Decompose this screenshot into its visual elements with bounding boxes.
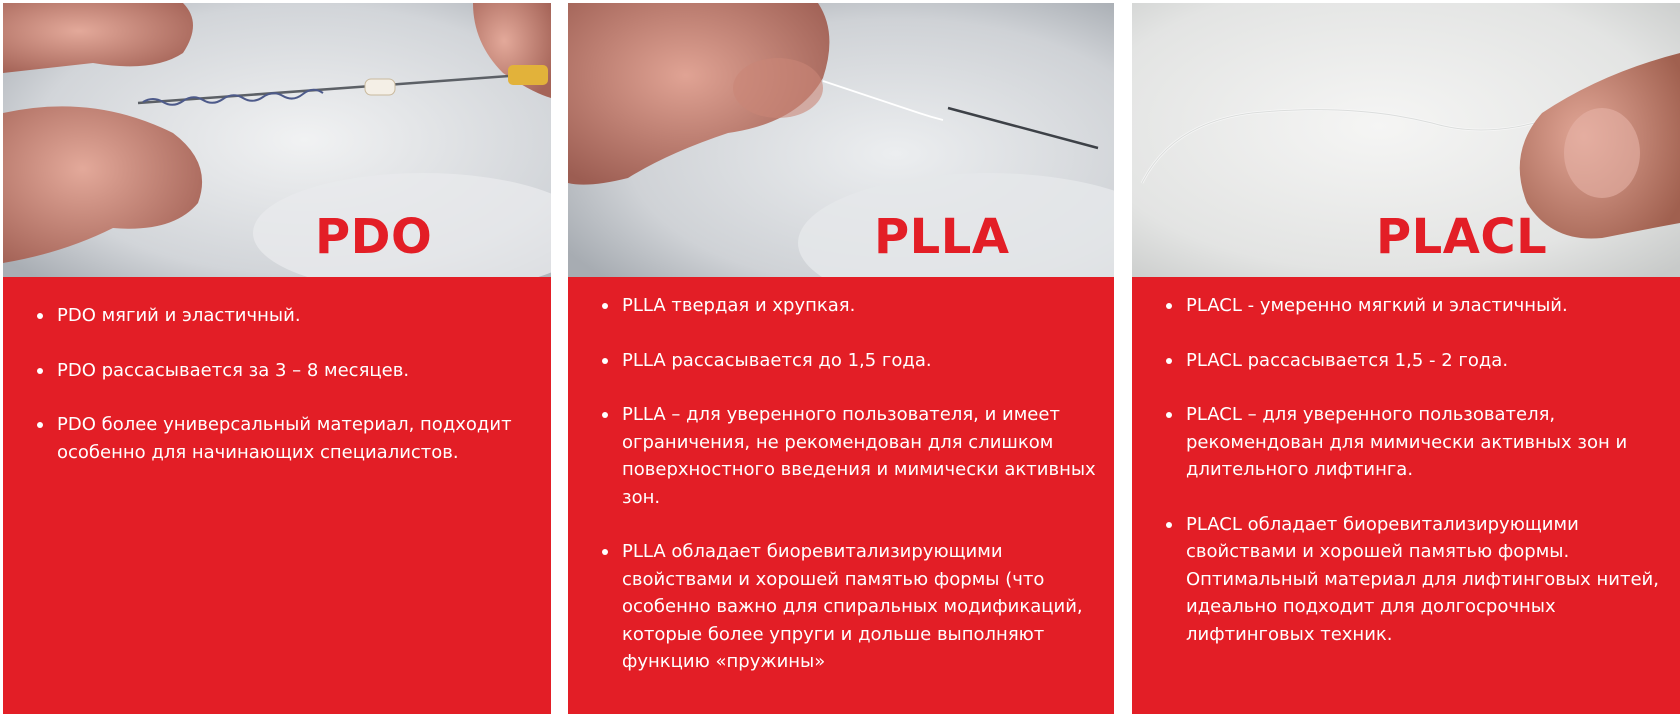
list-item: PDO рассасывается за 3 – 8 месяцев.	[57, 357, 537, 385]
list-item: PLLA твердая и хрупкая.	[622, 292, 1100, 320]
list-item: PLLA – для уверенного пользователя, и имеет ограничения, не рекомендован для слишком поверхностного введения и мимически активных зон.	[622, 401, 1100, 511]
list-item: PLACL – для уверенного пользователя, рекомендован для мимически активных зон и длительного лифтинга.	[1186, 401, 1666, 484]
list-item: PLACL рассасывается 1,5 - 2 года.	[1186, 347, 1666, 375]
properties-panel-placl	[1132, 277, 1680, 714]
list-item: PDO более универсальный материал, подходит особенно для начинающих специалистов.	[57, 411, 537, 466]
properties-panel-plla	[568, 277, 1114, 714]
material-title-plla: PLLA	[874, 209, 1010, 265]
properties-list-pdo	[3, 277, 551, 466]
list-item: PLACL - умеренно мягкий и эластичный.	[1186, 292, 1666, 320]
thread-photo-placl	[1132, 3, 1680, 277]
thread-photo-plla	[568, 3, 1114, 277]
properties-list-plla	[568, 277, 1114, 676]
material-card-plla	[568, 3, 1114, 714]
properties-panel-pdo	[3, 277, 551, 714]
material-title-pdo: PDO	[315, 209, 433, 265]
properties-list-placl	[1132, 277, 1680, 648]
list-item: PLACL обладает биоревитализирующими свойствами и хорошей памятью формы. Оптимальный материал для лифтинговых нитей, идеально подходит для долгосрочных лифтинговых техник.	[1186, 511, 1666, 649]
list-item: PDO мягий и эластичный.	[57, 302, 537, 330]
list-item: PLLA обладает биоревитализирующими свойствами и хорошей памятью формы (что особенно важно для спиральных модификаций, которые более упруги и дольше выполняют функцию «пружины»	[622, 538, 1100, 676]
thread-photo-pdo	[3, 3, 551, 277]
material-card-placl	[1132, 3, 1680, 714]
list-item: PLLA рассасывается до 1,5 года.	[622, 347, 1100, 375]
material-card-pdo	[3, 3, 551, 714]
material-title-placl: PLACL	[1376, 209, 1548, 265]
